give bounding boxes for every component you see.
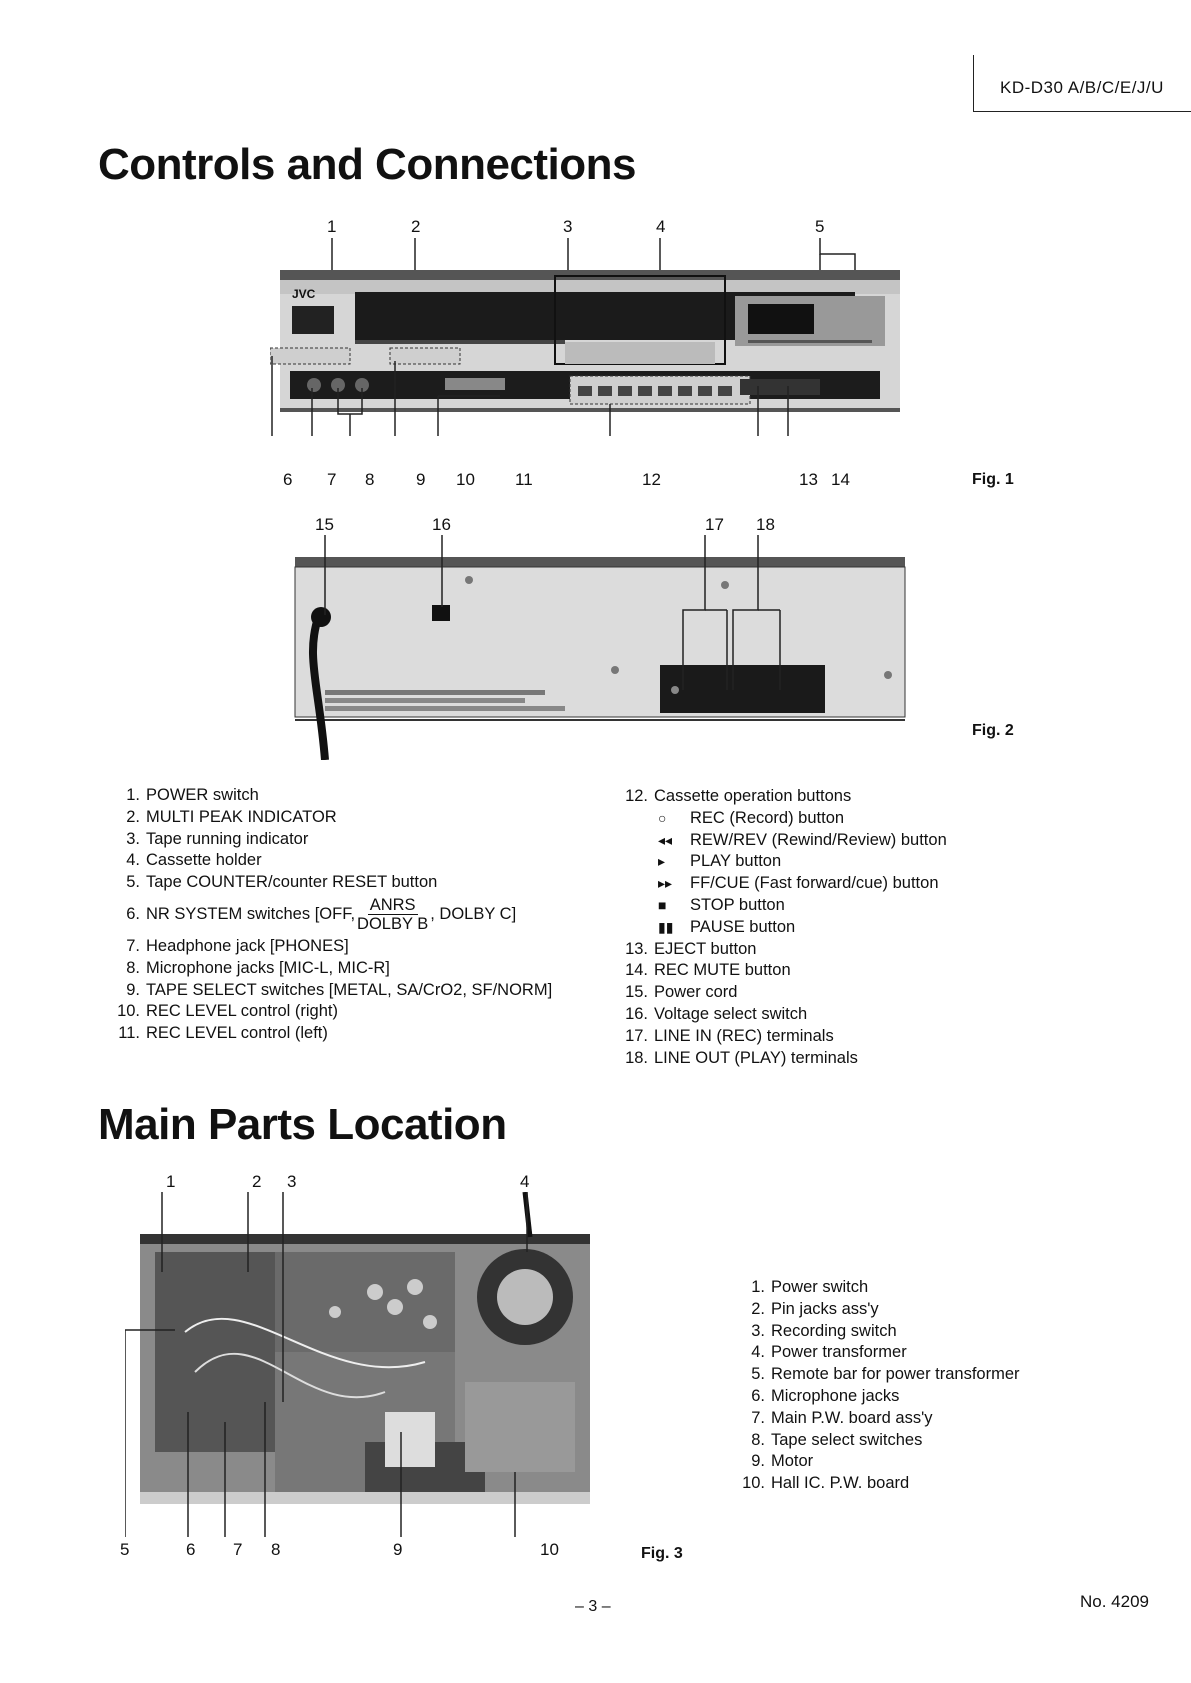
- pause-icon: ▮▮: [658, 918, 674, 935]
- fig1-callout-14: 14: [831, 470, 850, 489]
- fig2-callout-16: 16: [432, 515, 451, 534]
- model-number: KD-D30 A/B/C/E/J/U: [1000, 78, 1164, 97]
- sub-item-stop: ■ STOP button: [620, 895, 947, 917]
- fig3-callout-10: 10: [540, 1540, 559, 1559]
- sub-item-play: ▸ PLAY button: [620, 851, 947, 873]
- fig1-callout-2: 2: [411, 217, 421, 236]
- fig1-callout-13: 13: [799, 470, 818, 489]
- fig1-label: Fig. 1: [972, 471, 1014, 488]
- rear-panel-photo: [285, 535, 915, 760]
- rewind-icon: ◂◂: [658, 831, 673, 848]
- sub-item-pause: ▮▮ PAUSE button: [620, 917, 947, 939]
- fig3-callout-7: 7: [233, 1540, 243, 1559]
- internal-parts-photo: [125, 1192, 605, 1552]
- main-parts-list: [737, 1277, 1020, 1495]
- sub-item-rew: ◂◂ REW/REV (Rewind/Review) button: [620, 830, 947, 852]
- fig2-callout-15: 15: [315, 515, 334, 534]
- fig1-callout-11: 11: [515, 470, 533, 489]
- list-item: 15. Power cord: [625, 983, 738, 1002]
- fig1-callout-12: 12: [642, 470, 661, 489]
- fig2-label: Fig. 2: [972, 722, 1014, 739]
- list-item: 16. Voltage select switch: [625, 1004, 808, 1023]
- play-icon: ▸: [658, 853, 666, 870]
- list-item: 9. Motor: [751, 1452, 814, 1471]
- jvc-logo: JVC: [292, 287, 316, 301]
- fig1-callout-6: 6: [283, 470, 293, 489]
- controls-list-left: [112, 785, 552, 1045]
- fast-forward-icon: ▸▸: [658, 875, 673, 892]
- list-item: 10. REC LEVEL control (right): [117, 1002, 338, 1021]
- fig1-callout-10: 10: [456, 470, 475, 489]
- fig1-callout-3: 3: [563, 217, 573, 236]
- list-item: 1. Power switch: [751, 1278, 869, 1296]
- fig1-callout-1: 1: [327, 217, 337, 236]
- list-item: 8. Microphone jacks [MIC-L, MIC-R]: [126, 958, 390, 977]
- list-item: 6. Microphone jacks: [751, 1386, 900, 1405]
- front-panel-photo: [270, 236, 910, 472]
- list-item-nr-system: 6. NR SYSTEM switches [OFF, $\frac{\text{ANRS}}{\text{DOLBY B}}$ , DOLBY C]: [126, 895, 517, 933]
- page-number: – 3 –: [575, 1598, 611, 1615]
- list-item: 8. Tape select switches: [751, 1430, 923, 1449]
- list-item: 10. Hall IC. P.W. board: [742, 1474, 910, 1493]
- fig3-callout-2: 2: [252, 1172, 262, 1191]
- section-title-main-parts: Main Parts Location: [98, 1100, 507, 1149]
- list-item: 1. POWER switch: [126, 786, 259, 804]
- nr-fraction: $\frac{\text{ANRS}}{\text{DOLBY B}}$: [357, 895, 429, 933]
- list-item: 12. Cassette operation buttons: [625, 787, 852, 805]
- fig3-callout-6: 6: [186, 1540, 196, 1559]
- sub-item-rec: ○ REC (Record) button: [620, 808, 947, 830]
- fig3-callout-3: 3: [287, 1172, 297, 1191]
- fig1-callout-8: 8: [365, 470, 375, 489]
- fig1-callout-9: 9: [416, 470, 426, 489]
- list-item: 4. Power transformer: [751, 1343, 907, 1362]
- list-item: 4. Cassette holder: [126, 851, 262, 870]
- stop-icon: ■: [658, 896, 667, 913]
- fig2-callout-17: 17: [705, 515, 724, 534]
- fig2-callout-18: 18: [756, 515, 775, 534]
- fig3-callout-4: 4: [520, 1172, 530, 1191]
- fig3-callout-9: 9: [393, 1540, 403, 1559]
- list-item: 17. LINE IN (REC) terminals: [625, 1026, 834, 1045]
- section-title-controls: Controls and Connections: [98, 140, 636, 189]
- list-item: 7. Main P.W. board ass'y: [751, 1408, 933, 1427]
- fig1-callout-4: 4: [656, 217, 666, 236]
- list-item: 14. REC MUTE button: [625, 961, 791, 980]
- fig1-callout-5: 5: [815, 217, 825, 236]
- list-item: 2. Pin jacks ass'y: [751, 1299, 879, 1318]
- list-item: 3. Tape running indicator: [126, 829, 309, 848]
- fig3-label: Fig. 3: [641, 1545, 683, 1562]
- list-item: 5. Tape COUNTER/counter RESET button: [126, 873, 438, 892]
- record-icon: ○: [658, 809, 667, 826]
- fig3-callout-5: 5: [120, 1540, 130, 1559]
- fig3-callout-1: 1: [166, 1172, 176, 1191]
- controls-list-right: [620, 786, 947, 1069]
- fig1-callout-7: 7: [327, 470, 337, 489]
- list-item: 5. Remote bar for power transformer: [751, 1365, 1020, 1384]
- fig3-callout-8: 8: [271, 1540, 281, 1559]
- list-item: 18. LINE OUT (PLAY) terminals: [625, 1048, 858, 1067]
- list-item: 11. REC LEVEL control (left): [118, 1024, 328, 1043]
- list-item: 3. Recording switch: [751, 1321, 897, 1340]
- list-item: 7. Headphone jack [PHONES]: [126, 936, 349, 955]
- list-item: 9. TAPE SELECT switches [METAL, SA/CrO2, SF/NORM]: [126, 980, 553, 999]
- document-number: No. 4209: [1080, 1592, 1149, 1611]
- list-item: 13. EJECT button: [625, 939, 757, 958]
- list-item: 2. MULTI PEAK INDICATOR: [126, 807, 337, 826]
- sub-item-ff: ▸▸ FF/CUE (Fast forward/cue) button: [620, 873, 947, 895]
